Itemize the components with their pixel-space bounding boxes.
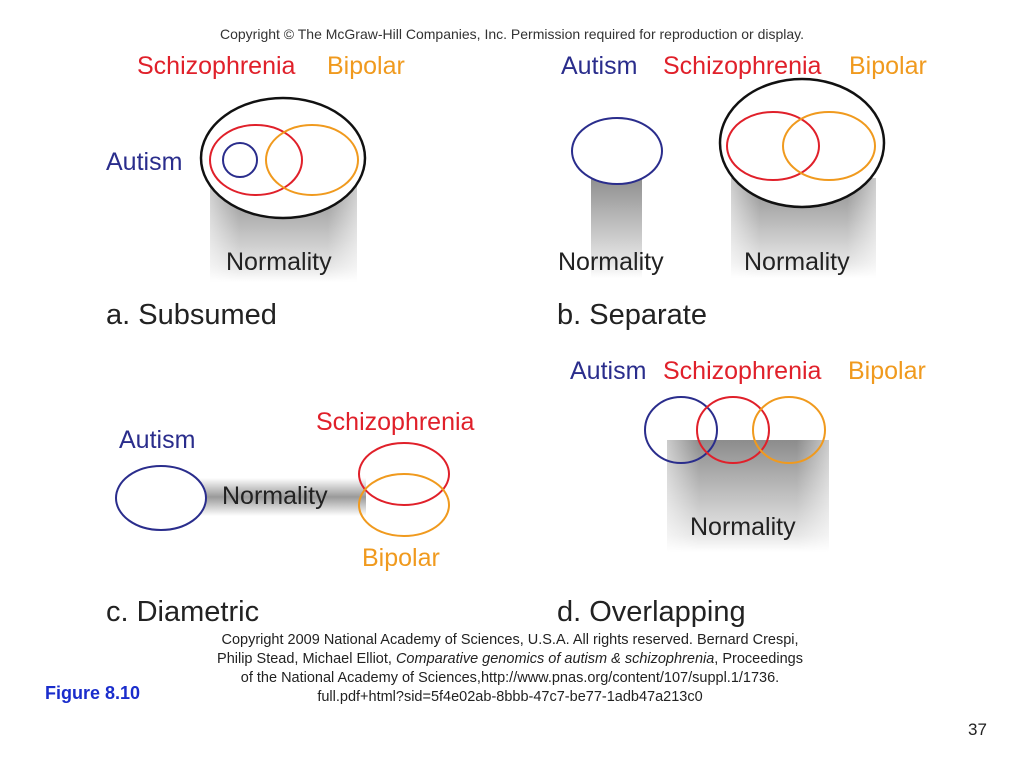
- citation-journal: , Proceedings: [714, 651, 803, 667]
- citation-line-1: Copyright 2009 National Academy of Sciences, U.S.A. All rights reserved. Bernard Crespi,: [221, 632, 799, 648]
- panel-d-schizophrenia-label: Schizophrenia: [663, 357, 822, 385]
- figure-label: Figure 8.10: [45, 683, 141, 703]
- panel-b-caption: b. Separate: [557, 299, 707, 331]
- panel-a-schizophrenia-label: Schizophrenia: [137, 52, 296, 80]
- page-number: 37: [968, 720, 987, 739]
- top-copyright: Copyright © The McGraw-Hill Companies, Inc. Permission required for reproduction or display.: [219, 26, 805, 42]
- panel-a-caption: a. Subsumed: [106, 299, 277, 331]
- panel-a-normality-label: Normality: [226, 248, 332, 276]
- panel-b-normal-outline: [720, 79, 884, 207]
- panel-c-autism-label: Autism: [119, 426, 196, 454]
- panel-b-bipolar-label: Bipolar: [849, 52, 927, 80]
- panel-c-bipolar-label: Bipolar: [362, 544, 440, 572]
- panel-c-normality-label: Normality: [222, 482, 328, 510]
- panel-b-normality-label-2: Normality: [744, 248, 850, 276]
- panel-d-autism-label: Autism: [570, 357, 647, 385]
- panel-d-bipolar-label: Bipolar: [848, 357, 926, 385]
- source-citation: [150, 631, 870, 707]
- panel-b-autism-ellipse: [572, 118, 662, 184]
- panel-c-autism-ellipse: [116, 466, 206, 530]
- panel-c-caption: c. Diametric: [106, 596, 260, 628]
- panel-b-normality-label-1: Normality: [558, 248, 664, 276]
- citation-line-2: [150, 650, 870, 669]
- panel-c-schizophrenia-label: Schizophrenia: [316, 408, 475, 436]
- panel-a-normal-outline: [201, 98, 365, 218]
- citation-line-3: of the National Academy of Sciences,http://www.pnas.org/content/107/suppl.1/1736.: [240, 670, 780, 686]
- panel-d-caption: d. Overlapping: [557, 596, 746, 628]
- citation-line-4: full.pdf+html?sid=5f4e02ab-8bbb-47c7-be77-1adb47a213c0: [317, 689, 703, 705]
- panel-d-normality-label: Normality: [690, 513, 796, 541]
- panel-a-bipolar-label: Bipolar: [327, 52, 405, 80]
- citation-authors: Philip Stead, Michael Elliot,: [217, 651, 396, 667]
- panel-b-autism-label: Autism: [561, 52, 638, 80]
- panel-a-autism-label: Autism: [106, 148, 183, 176]
- panel-b-schizophrenia-label: Schizophrenia: [663, 52, 822, 80]
- citation-title: Comparative genomics of autism & schizophrenia: [395, 651, 715, 667]
